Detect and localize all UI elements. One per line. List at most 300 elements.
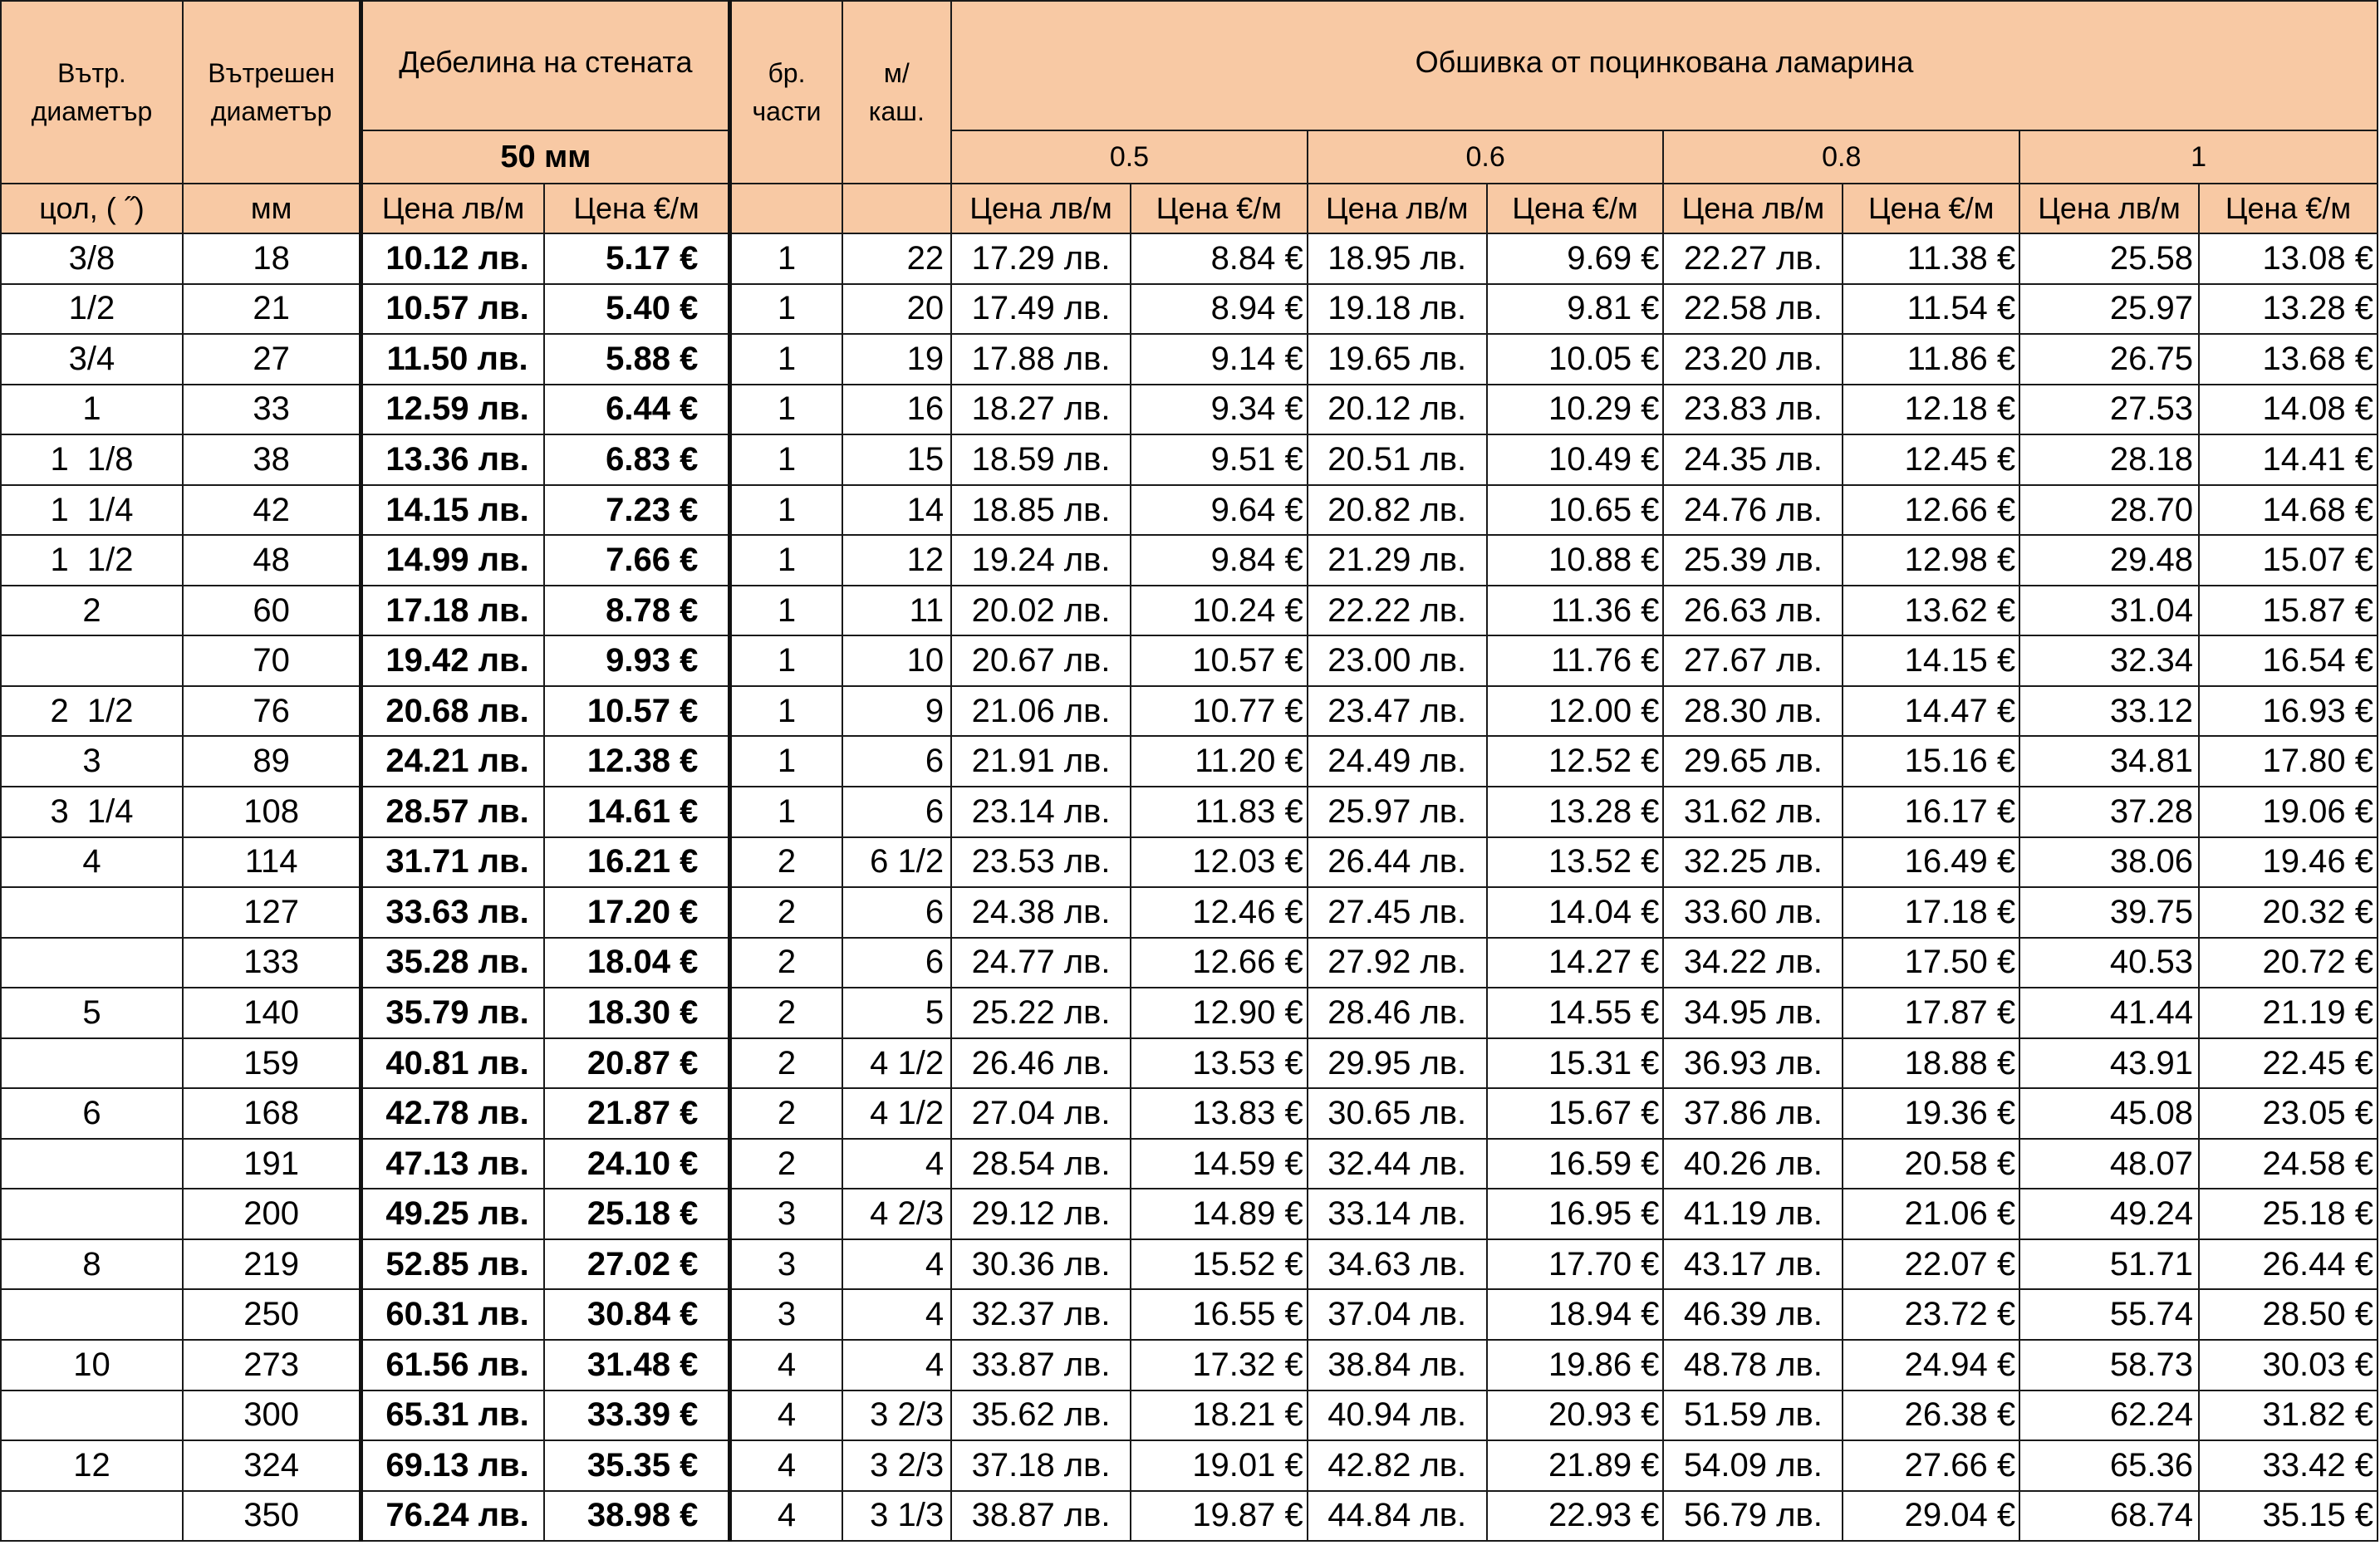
cell-05-price-bgn: 26.46 лв. bbox=[951, 1038, 1131, 1089]
cell-pieces: 4 bbox=[730, 1390, 842, 1441]
cell-inner-diameter-in: 1 1/2 bbox=[1, 535, 183, 586]
cell-1-price-bgn: 33.12 bbox=[2019, 686, 2199, 737]
cell-1-price-bgn: 58.73 bbox=[2019, 1340, 2199, 1390]
cell-06-price-bgn: 37.04 лв. bbox=[1308, 1289, 1487, 1340]
cell-wall-price-bgn: 31.71 лв. bbox=[361, 837, 544, 888]
cell-05-price-bgn: 24.77 лв. bbox=[951, 938, 1131, 988]
cell-06-price-eur: 10.29 € bbox=[1487, 385, 1664, 435]
cell-08-price-eur: 19.36 € bbox=[1843, 1088, 2019, 1139]
cell-inner-diameter-in: 12 bbox=[1, 1440, 183, 1491]
cell-06-price-bgn: 19.65 лв. bbox=[1308, 334, 1487, 385]
cell-per-box: 22 bbox=[842, 233, 952, 284]
cell-06-price-bgn: 22.22 лв. bbox=[1308, 586, 1487, 636]
col-price-bgn: Цена лв/м bbox=[1663, 184, 1843, 233]
cell-05-price-bgn: 28.54 лв. bbox=[951, 1139, 1131, 1189]
cell-pieces: 3 bbox=[730, 1189, 842, 1239]
cell-inner-diameter-in bbox=[1, 1038, 183, 1089]
cell-05-price-eur: 11.83 € bbox=[1131, 787, 1308, 837]
cell-pieces: 2 bbox=[730, 1139, 842, 1189]
cell-wall-price-bgn: 20.68 лв. bbox=[361, 686, 544, 737]
cell-inner-diameter-in: 2 1/2 bbox=[1, 686, 183, 737]
cell-1-price-bgn: 43.91 bbox=[2019, 1038, 2199, 1089]
cell-inner-diameter-in: 6 bbox=[1, 1088, 183, 1139]
cell-06-price-eur: 13.28 € bbox=[1487, 787, 1664, 837]
cell-06-price-bgn: 27.92 лв. bbox=[1308, 938, 1487, 988]
cell-inner-diameter-in: 3 1/4 bbox=[1, 787, 183, 837]
cell-inner-diameter-mm: 48 bbox=[183, 535, 361, 586]
cell-inner-diameter-mm: 273 bbox=[183, 1340, 361, 1390]
cell-inner-diameter-mm: 27 bbox=[183, 334, 361, 385]
cell-05-price-eur: 12.46 € bbox=[1131, 887, 1308, 938]
cell-pieces: 2 bbox=[730, 1038, 842, 1089]
cell-05-price-eur: 11.20 € bbox=[1131, 736, 1308, 787]
cell-wall-price-eur: 10.57 € bbox=[544, 686, 730, 737]
cell-inner-diameter-mm: 127 bbox=[183, 887, 361, 938]
cell-1-price-eur: 15.87 € bbox=[2199, 586, 2378, 636]
table-row bbox=[1, 1491, 2378, 1542]
cell-08-price-eur: 14.15 € bbox=[1843, 635, 2019, 686]
cell-wall-price-eur: 33.39 € bbox=[544, 1390, 730, 1441]
cell-wall-price-eur: 6.83 € bbox=[544, 434, 730, 485]
cell-inner-diameter-in: 1 1/8 bbox=[1, 434, 183, 485]
cell-08-price-eur: 15.16 € bbox=[1843, 736, 2019, 787]
cell-pieces: 1 bbox=[730, 686, 842, 737]
cell-08-price-eur: 27.66 € bbox=[1843, 1440, 2019, 1491]
table-row bbox=[1, 1440, 2378, 1491]
cell-inner-diameter-mm: 168 bbox=[183, 1088, 361, 1139]
cell-08-price-eur: 20.58 € bbox=[1843, 1139, 2019, 1189]
col-price-eur: Цена €/м bbox=[2199, 184, 2378, 233]
cell-wall-price-eur: 31.48 € bbox=[544, 1340, 730, 1390]
cell-per-box: 19 bbox=[842, 334, 952, 385]
cell-05-price-eur: 19.01 € bbox=[1131, 1440, 1308, 1491]
cell-wall-price-eur: 9.93 € bbox=[544, 635, 730, 686]
cell-08-price-bgn: 37.86 лв. bbox=[1663, 1088, 1843, 1139]
cell-08-price-bgn: 40.26 лв. bbox=[1663, 1139, 1843, 1189]
cell-1-price-bgn: 49.24 bbox=[2019, 1189, 2199, 1239]
cell-pieces: 2 bbox=[730, 1088, 842, 1139]
cell-wall-price-eur: 24.10 € bbox=[544, 1139, 730, 1189]
table-row bbox=[1, 938, 2378, 988]
cell-per-box: 16 bbox=[842, 385, 952, 435]
cell-05-price-bgn: 30.36 лв. bbox=[951, 1239, 1131, 1290]
cell-1-price-eur: 30.03 € bbox=[2199, 1340, 2378, 1390]
cell-inner-diameter-mm: 108 bbox=[183, 787, 361, 837]
cell-1-price-eur: 20.72 € bbox=[2199, 938, 2378, 988]
cell-05-price-bgn: 29.12 лв. bbox=[951, 1189, 1131, 1239]
cell-06-price-eur: 10.65 € bbox=[1487, 485, 1664, 536]
cell-pieces: 1 bbox=[730, 535, 842, 586]
cell-06-price-bgn: 21.29 лв. bbox=[1308, 535, 1487, 586]
cell-inner-diameter-mm: 70 bbox=[183, 635, 361, 686]
table-row bbox=[1, 233, 2378, 284]
cell-06-price-eur: 11.76 € bbox=[1487, 635, 1664, 686]
cell-wall-price-bgn: 42.78 лв. bbox=[361, 1088, 544, 1139]
cell-1-price-bgn: 28.18 bbox=[2019, 434, 2199, 485]
cell-05-price-eur: 10.24 € bbox=[1131, 586, 1308, 636]
cell-1-price-eur: 14.41 € bbox=[2199, 434, 2378, 485]
header-pieces-label: бр. части bbox=[752, 58, 822, 126]
cell-08-price-eur: 11.54 € bbox=[1843, 284, 2019, 335]
cell-per-box: 4 bbox=[842, 1340, 952, 1390]
cell-pieces: 1 bbox=[730, 736, 842, 787]
cell-wall-price-bgn: 69.13 лв. bbox=[361, 1440, 544, 1491]
cell-1-price-eur: 13.28 € bbox=[2199, 284, 2378, 335]
cell-per-box: 14 bbox=[842, 485, 952, 536]
cell-1-price-bgn: 25.97 bbox=[2019, 284, 2199, 335]
cell-1-price-eur: 31.82 € bbox=[2199, 1390, 2378, 1441]
col-price-bgn: Цена лв/м bbox=[951, 184, 1131, 233]
cell-per-box: 3 2/3 bbox=[842, 1440, 952, 1491]
cell-1-price-bgn: 25.58 bbox=[2019, 233, 2199, 284]
header-wall-thickness: Дебелина на стената bbox=[361, 1, 730, 130]
cell-05-price-bgn: 20.02 лв. bbox=[951, 586, 1131, 636]
cell-05-price-bgn: 33.87 лв. bbox=[951, 1340, 1131, 1390]
cell-1-price-eur: 21.19 € bbox=[2199, 988, 2378, 1038]
cell-inner-diameter-in: 1 1/4 bbox=[1, 485, 183, 536]
table-row bbox=[1, 284, 2378, 335]
cell-wall-price-eur: 7.23 € bbox=[544, 485, 730, 536]
header-inner-diameter-mm-label: Вътрешен диаметър bbox=[208, 58, 335, 126]
cell-1-price-eur: 19.46 € bbox=[2199, 837, 2378, 888]
cell-wall-price-bgn: 40.81 лв. bbox=[361, 1038, 544, 1089]
cell-05-price-eur: 12.90 € bbox=[1131, 988, 1308, 1038]
cell-08-price-bgn: 26.63 лв. bbox=[1663, 586, 1843, 636]
cell-05-price-eur: 13.53 € bbox=[1131, 1038, 1308, 1089]
cell-wall-price-eur: 5.88 € bbox=[544, 334, 730, 385]
cell-06-price-eur: 10.88 € bbox=[1487, 535, 1664, 586]
cell-08-price-eur: 11.86 € bbox=[1843, 334, 2019, 385]
cell-05-price-eur: 10.77 € bbox=[1131, 686, 1308, 737]
unit-mm: мм bbox=[183, 184, 361, 233]
cell-05-price-bgn: 18.27 лв. bbox=[951, 385, 1131, 435]
cell-wall-price-bgn: 11.50 лв. bbox=[361, 334, 544, 385]
header-per-box-label: м/ каш. bbox=[868, 58, 925, 126]
unit-in: цол, ( ˝) bbox=[1, 184, 183, 233]
cell-06-price-bgn: 30.65 лв. bbox=[1308, 1088, 1487, 1139]
cell-inner-diameter-mm: 60 bbox=[183, 586, 361, 636]
cell-1-price-bgn: 27.53 bbox=[2019, 385, 2199, 435]
cell-per-box: 3 1/3 bbox=[842, 1491, 952, 1542]
table-body bbox=[1, 233, 2378, 1541]
cell-05-price-bgn: 23.14 лв. bbox=[951, 787, 1131, 837]
cell-1-price-bgn: 45.08 bbox=[2019, 1088, 2199, 1139]
cell-05-price-bgn: 32.37 лв. bbox=[951, 1289, 1131, 1340]
cell-06-price-eur: 11.36 € bbox=[1487, 586, 1664, 636]
col-price-eur: Цена €/м bbox=[1487, 184, 1664, 233]
cell-06-price-eur: 15.31 € bbox=[1487, 1038, 1664, 1089]
cell-pieces: 2 bbox=[730, 837, 842, 888]
cell-1-price-bgn: 29.48 bbox=[2019, 535, 2199, 586]
cell-06-price-bgn: 23.00 лв. bbox=[1308, 635, 1487, 686]
table-row bbox=[1, 1340, 2378, 1390]
cell-inner-diameter-mm: 350 bbox=[183, 1491, 361, 1542]
cell-inner-diameter-mm: 76 bbox=[183, 686, 361, 737]
table-row bbox=[1, 1139, 2378, 1189]
cell-1-price-eur: 15.07 € bbox=[2199, 535, 2378, 586]
table-row bbox=[1, 1239, 2378, 1290]
cell-05-price-bgn: 24.38 лв. bbox=[951, 887, 1131, 938]
cell-08-price-bgn: 29.65 лв. bbox=[1663, 736, 1843, 787]
cell-05-price-eur: 17.32 € bbox=[1131, 1340, 1308, 1390]
cell-08-price-eur: 26.38 € bbox=[1843, 1390, 2019, 1441]
cell-inner-diameter-mm: 133 bbox=[183, 938, 361, 988]
cell-wall-price-bgn: 14.15 лв. bbox=[361, 485, 544, 536]
table-row bbox=[1, 1390, 2378, 1441]
cell-inner-diameter-in bbox=[1, 1491, 183, 1542]
cell-05-price-bgn: 25.22 лв. bbox=[951, 988, 1131, 1038]
table-row bbox=[1, 334, 2378, 385]
cell-05-price-eur: 14.89 € bbox=[1131, 1189, 1308, 1239]
cell-08-price-bgn: 54.09 лв. bbox=[1663, 1440, 1843, 1491]
cell-pieces: 1 bbox=[730, 586, 842, 636]
cell-08-price-eur: 16.17 € bbox=[1843, 787, 2019, 837]
cell-pieces: 3 bbox=[730, 1289, 842, 1340]
cell-wall-price-eur: 21.87 € bbox=[544, 1088, 730, 1139]
cell-wall-price-eur: 14.61 € bbox=[544, 787, 730, 837]
cell-05-price-eur: 8.84 € bbox=[1131, 233, 1308, 284]
cell-wall-price-eur: 20.87 € bbox=[544, 1038, 730, 1089]
cell-08-price-eur: 21.06 € bbox=[1843, 1189, 2019, 1239]
cell-05-price-eur: 15.52 € bbox=[1131, 1239, 1308, 1290]
cell-wall-price-eur: 35.35 € bbox=[544, 1440, 730, 1491]
cell-05-price-bgn: 18.59 лв. bbox=[951, 434, 1131, 485]
cell-08-price-eur: 12.18 € bbox=[1843, 385, 2019, 435]
cell-wall-price-eur: 27.02 € bbox=[544, 1239, 730, 1290]
cell-05-price-eur: 8.94 € bbox=[1131, 284, 1308, 335]
cell-inner-diameter-mm: 159 bbox=[183, 1038, 361, 1089]
cell-08-price-bgn: 34.95 лв. bbox=[1663, 988, 1843, 1038]
cell-05-price-eur: 9.51 € bbox=[1131, 434, 1308, 485]
cell-wall-price-bgn: 49.25 лв. bbox=[361, 1189, 544, 1239]
header-cladding-0-5: 0.5 bbox=[951, 130, 1308, 184]
cell-1-price-bgn: 37.28 bbox=[2019, 787, 2199, 837]
cell-per-box: 3 2/3 bbox=[842, 1390, 952, 1441]
cell-06-price-eur: 22.93 € bbox=[1487, 1491, 1664, 1542]
cell-06-price-bgn: 24.49 лв. bbox=[1308, 736, 1487, 787]
cell-inner-diameter-in: 10 bbox=[1, 1340, 183, 1390]
cell-1-price-eur: 19.06 € bbox=[2199, 787, 2378, 837]
cell-1-price-eur: 35.15 € bbox=[2199, 1491, 2378, 1542]
cell-pieces: 3 bbox=[730, 1239, 842, 1290]
cell-1-price-eur: 24.58 € bbox=[2199, 1139, 2378, 1189]
cell-06-price-eur: 9.69 € bbox=[1487, 233, 1664, 284]
cell-inner-diameter-mm: 324 bbox=[183, 1440, 361, 1491]
cell-1-price-bgn: 39.75 bbox=[2019, 887, 2199, 938]
cell-1-price-bgn: 41.44 bbox=[2019, 988, 2199, 1038]
cell-per-box: 11 bbox=[842, 586, 952, 636]
cell-05-price-bgn: 17.29 лв. bbox=[951, 233, 1131, 284]
cell-inner-diameter-mm: 21 bbox=[183, 284, 361, 335]
cell-inner-diameter-mm: 89 bbox=[183, 736, 361, 787]
cell-wall-price-bgn: 13.36 лв. bbox=[361, 434, 544, 485]
cell-05-price-bgn: 17.49 лв. bbox=[951, 284, 1131, 335]
cell-05-price-eur: 9.64 € bbox=[1131, 485, 1308, 536]
cell-pieces: 1 bbox=[730, 334, 842, 385]
cell-1-price-eur: 28.50 € bbox=[2199, 1289, 2378, 1340]
cell-per-box: 12 bbox=[842, 535, 952, 586]
cell-wall-price-bgn: 47.13 лв. bbox=[361, 1139, 544, 1189]
cell-inner-diameter-in: 3/8 bbox=[1, 233, 183, 284]
cell-06-price-bgn: 20.82 лв. bbox=[1308, 485, 1487, 536]
table-row bbox=[1, 1289, 2378, 1340]
cell-05-price-bgn: 21.06 лв. bbox=[951, 686, 1131, 737]
table-row bbox=[1, 988, 2378, 1038]
cell-wall-price-eur: 6.44 € bbox=[544, 385, 730, 435]
header-pieces bbox=[730, 1, 842, 184]
table-row bbox=[1, 787, 2378, 837]
cell-pieces: 1 bbox=[730, 434, 842, 485]
cell-1-price-eur: 14.08 € bbox=[2199, 385, 2378, 435]
cell-wall-price-bgn: 33.63 лв. bbox=[361, 887, 544, 938]
cell-pieces: 4 bbox=[730, 1491, 842, 1542]
cell-wall-price-bgn: 19.42 лв. bbox=[361, 635, 544, 686]
table-row bbox=[1, 686, 2378, 737]
cell-inner-diameter-in: 3/4 bbox=[1, 334, 183, 385]
cell-per-box: 10 bbox=[842, 635, 952, 686]
cell-wall-price-eur: 17.20 € bbox=[544, 887, 730, 938]
cell-pieces: 1 bbox=[730, 485, 842, 536]
cell-wall-price-bgn: 35.79 лв. bbox=[361, 988, 544, 1038]
cell-08-price-bgn: 31.62 лв. bbox=[1663, 787, 1843, 837]
cell-06-price-eur: 18.94 € bbox=[1487, 1289, 1664, 1340]
cell-wall-price-bgn: 10.57 лв. bbox=[361, 284, 544, 335]
col-per-box bbox=[842, 184, 952, 233]
table-row bbox=[1, 887, 2378, 938]
cell-08-price-eur: 17.18 € bbox=[1843, 887, 2019, 938]
cell-08-price-bgn: 43.17 лв. bbox=[1663, 1239, 1843, 1290]
table-row bbox=[1, 1189, 2378, 1239]
cell-per-box: 4 1/2 bbox=[842, 1038, 952, 1089]
cell-inner-diameter-mm: 250 bbox=[183, 1289, 361, 1340]
cell-08-price-eur: 23.72 € bbox=[1843, 1289, 2019, 1340]
col-price-eur: Цена €/м bbox=[1843, 184, 2019, 233]
cell-06-price-bgn: 40.94 лв. bbox=[1308, 1390, 1487, 1441]
cell-inner-diameter-mm: 200 bbox=[183, 1189, 361, 1239]
header-cladding: Обшивка от поцинкована ламарина bbox=[951, 1, 2378, 130]
cell-08-price-bgn: 27.67 лв. bbox=[1663, 635, 1843, 686]
cell-05-price-bgn: 37.18 лв. bbox=[951, 1440, 1131, 1491]
header-cladding-0-6: 0.6 bbox=[1308, 130, 1664, 184]
cell-05-price-bgn: 27.04 лв. bbox=[951, 1088, 1131, 1139]
cell-per-box: 4 bbox=[842, 1139, 952, 1189]
cell-1-price-eur: 25.18 € bbox=[2199, 1189, 2378, 1239]
col-pieces bbox=[730, 184, 842, 233]
cell-1-price-eur: 17.80 € bbox=[2199, 736, 2378, 787]
cell-1-price-bgn: 65.36 bbox=[2019, 1440, 2199, 1491]
cell-inner-diameter-mm: 38 bbox=[183, 434, 361, 485]
cell-08-price-bgn: 22.27 лв. bbox=[1663, 233, 1843, 284]
cell-08-price-eur: 17.50 € bbox=[1843, 938, 2019, 988]
cell-05-price-eur: 9.84 € bbox=[1131, 535, 1308, 586]
cell-06-price-bgn: 18.95 лв. bbox=[1308, 233, 1487, 284]
cell-1-price-eur: 33.42 € bbox=[2199, 1440, 2378, 1491]
cell-08-price-eur: 17.87 € bbox=[1843, 988, 2019, 1038]
cell-pieces: 2 bbox=[730, 887, 842, 938]
cell-inner-diameter-mm: 42 bbox=[183, 485, 361, 536]
cell-08-price-bgn: 48.78 лв. bbox=[1663, 1340, 1843, 1390]
cell-inner-diameter-in: 4 bbox=[1, 837, 183, 888]
cell-06-price-eur: 10.49 € bbox=[1487, 434, 1664, 485]
cell-08-price-bgn: 25.39 лв. bbox=[1663, 535, 1843, 586]
cell-1-price-eur: 23.05 € bbox=[2199, 1088, 2378, 1139]
cell-06-price-bgn: 29.95 лв. bbox=[1308, 1038, 1487, 1089]
cell-08-price-eur: 29.04 € bbox=[1843, 1491, 2019, 1542]
cell-pieces: 1 bbox=[730, 284, 842, 335]
cell-pieces: 2 bbox=[730, 988, 842, 1038]
cell-inner-diameter-mm: 18 bbox=[183, 233, 361, 284]
cell-wall-price-bgn: 76.24 лв. bbox=[361, 1491, 544, 1542]
cell-inner-diameter-in bbox=[1, 1189, 183, 1239]
cell-wall-price-eur: 5.40 € bbox=[544, 284, 730, 335]
cell-08-price-bgn: 23.83 лв. bbox=[1663, 385, 1843, 435]
cell-inner-diameter-in bbox=[1, 887, 183, 938]
cell-pieces: 1 bbox=[730, 635, 842, 686]
cell-1-price-bgn: 48.07 bbox=[2019, 1139, 2199, 1189]
cell-06-price-eur: 15.67 € bbox=[1487, 1088, 1664, 1139]
cell-08-price-eur: 12.45 € bbox=[1843, 434, 2019, 485]
cell-1-price-bgn: 62.24 bbox=[2019, 1390, 2199, 1441]
cell-wall-price-eur: 7.66 € bbox=[544, 535, 730, 586]
cell-per-box: 6 bbox=[842, 787, 952, 837]
cell-pieces: 1 bbox=[730, 787, 842, 837]
cell-pieces: 1 bbox=[730, 233, 842, 284]
header-inner-diameter-mm bbox=[183, 1, 361, 184]
cell-inner-diameter-mm: 33 bbox=[183, 385, 361, 435]
cell-wall-price-bgn: 65.31 лв. bbox=[361, 1390, 544, 1441]
cell-06-price-bgn: 44.84 лв. bbox=[1308, 1491, 1487, 1542]
cell-05-price-eur: 9.14 € bbox=[1131, 334, 1308, 385]
header-inner-diameter-in-label: Вътр. диаметър bbox=[31, 58, 153, 126]
cell-1-price-eur: 13.08 € bbox=[2199, 233, 2378, 284]
cell-05-price-eur: 16.55 € bbox=[1131, 1289, 1308, 1340]
cell-06-price-bgn: 38.84 лв. bbox=[1308, 1340, 1487, 1390]
cell-05-price-eur: 12.66 € bbox=[1131, 938, 1308, 988]
cell-wall-price-bgn: 35.28 лв. bbox=[361, 938, 544, 988]
cell-wall-price-eur: 38.98 € bbox=[544, 1491, 730, 1542]
cell-08-price-bgn: 41.19 лв. bbox=[1663, 1189, 1843, 1239]
cell-inner-diameter-mm: 219 bbox=[183, 1239, 361, 1290]
cell-08-price-bgn: 33.60 лв. bbox=[1663, 887, 1843, 938]
cell-wall-price-eur: 12.38 € bbox=[544, 736, 730, 787]
table-row bbox=[1, 837, 2378, 888]
cell-wall-price-bgn: 52.85 лв. bbox=[361, 1239, 544, 1290]
cell-1-price-bgn: 40.53 bbox=[2019, 938, 2199, 988]
cell-05-price-eur: 9.34 € bbox=[1131, 385, 1308, 435]
cell-06-price-bgn: 33.14 лв. bbox=[1308, 1189, 1487, 1239]
cell-wall-price-bgn: 14.99 лв. bbox=[361, 535, 544, 586]
col-price-bgn: Цена лв/м bbox=[2019, 184, 2199, 233]
cell-per-box: 4 1/2 bbox=[842, 1088, 952, 1139]
table-row bbox=[1, 434, 2378, 485]
cell-06-price-bgn: 27.45 лв. bbox=[1308, 887, 1487, 938]
cell-wall-price-bgn: 10.12 лв. bbox=[361, 233, 544, 284]
cell-wall-price-eur: 30.84 € bbox=[544, 1289, 730, 1340]
cell-08-price-eur: 12.66 € bbox=[1843, 485, 2019, 536]
cell-05-price-eur: 12.03 € bbox=[1131, 837, 1308, 888]
cell-inner-diameter-in bbox=[1, 1390, 183, 1441]
cell-wall-price-eur: 18.04 € bbox=[544, 938, 730, 988]
cell-08-price-eur: 12.98 € bbox=[1843, 535, 2019, 586]
cell-wall-price-bgn: 12.59 лв. bbox=[361, 385, 544, 435]
cell-06-price-eur: 16.95 € bbox=[1487, 1189, 1664, 1239]
cell-05-price-bgn: 20.67 лв. bbox=[951, 635, 1131, 686]
cell-inner-diameter-in: 5 bbox=[1, 988, 183, 1038]
cell-1-price-bgn: 51.71 bbox=[2019, 1239, 2199, 1290]
cell-06-price-eur: 19.86 € bbox=[1487, 1340, 1664, 1390]
cell-inner-diameter-in: 3 bbox=[1, 736, 183, 787]
header-cladding-1: 1 bbox=[2019, 130, 2378, 184]
